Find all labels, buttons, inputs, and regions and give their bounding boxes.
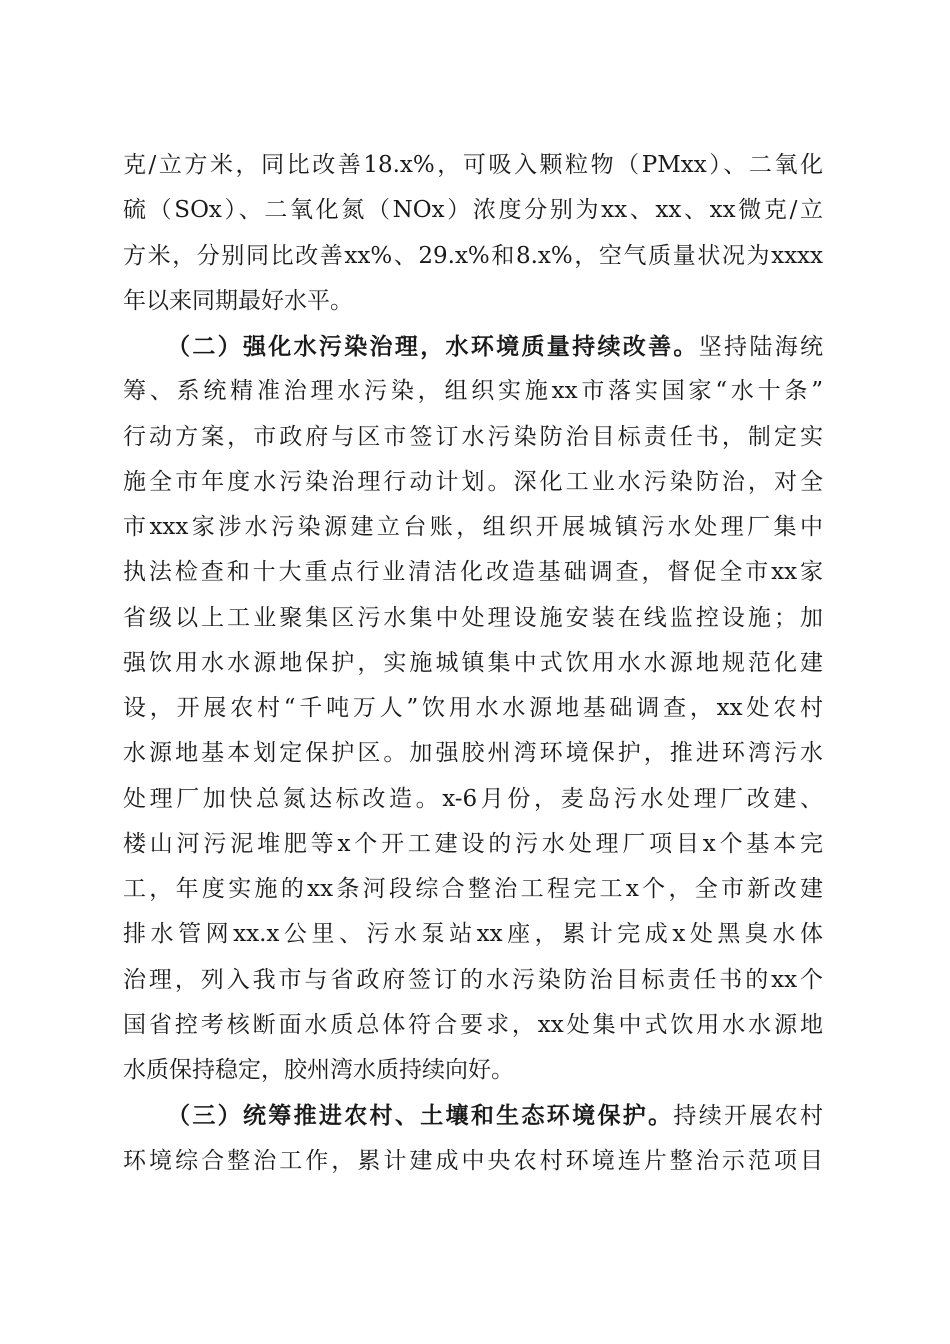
paragraph-2-line: 水源地基本划定保护区。加强胶州湾环境保护，推进环湾污水 (123, 740, 823, 767)
paragraph-2-line: 国省控考核断面水质总体符合要求，xx处集中式饮用水水源地 (123, 1011, 823, 1038)
paragraph-2-line: 市xxx家涉水污染源建立台账，组织开展城镇污水处理厂集中 (123, 514, 823, 540)
paragraph-3-line: 环境综合整治工作，累计建成中央农村环境连片整治示范项目 (123, 1147, 823, 1174)
paragraph-2-heading: （二）强化水污染治理，水环境质量持续改善。 (167, 333, 699, 360)
paragraph-2-line: 处理厂加快总氮达标改造。x-6月份，麦岛污水处理厂改建、 (123, 785, 823, 812)
paragraph-1-line-3: 方米，分别同比改善xx%、29.x%和8.x%，空气质量状况为xxxx (123, 242, 823, 269)
paragraph-2-line: 治理，列入我市与省政府签订的水污染防治目标责任书的xx个 (123, 966, 823, 993)
paragraph-2-line: 排水管网xx.x公里、污水泵站xx座，累计完成x处黑臭水体 (123, 921, 823, 948)
paragraph-2-line: 省级以上工业聚集区污水集中处理设施安装在线监控设施；加 (123, 604, 823, 631)
paragraph-2-line: 强饮用水水源地保护，实施城镇集中式饮用水水源地规范化建 (123, 649, 823, 676)
paragraph-2-line: 筹、系统精准治理水污染，组织实施xx市落实国家“水十条” (123, 378, 823, 405)
paragraph-3-first-line-text: 持续开展农村 (673, 1103, 823, 1130)
paragraph-2-first-line (123, 324, 823, 369)
paragraph-1-line-4: 年以来同期最好水平。 (123, 287, 353, 314)
paragraph-2-line: 行动方案，市政府与区市签订水污染防治目标责任书，制定实 (123, 423, 823, 450)
paragraph-2-last-line: 水质保持稳定，胶州湾水质持续向好。 (123, 1057, 514, 1083)
paragraph-2-line: 施全市年度水污染治理行动计划。深化工业水污染防治，对全 (123, 468, 823, 495)
paragraph-3-heading: （三）统筹推进农村、土壤和生态环境保护。 (167, 1102, 674, 1130)
paragraph-2-line: 执法检查和十大重点行业清洁化改造基础调查，督促全市xx家 (123, 559, 823, 586)
paragraph-1-line-1: 克/立方米，同比改善18.x%，可吸入颗粒物（PMxx）、二氧化 (123, 152, 823, 178)
document-body (123, 143, 823, 1184)
paragraph-2-first-line-text: 坚持陆海统 (698, 334, 823, 360)
paragraph-1-line-2: 硫（SOx）、二氧化氮（NOx）浓度分别为xx、xx、xx微克/立 (123, 197, 823, 224)
paragraph-2-line: 工，年度实施的xx条河段综合整治工程完工x个，全市新改建 (123, 876, 823, 902)
paragraph-2-line: 楼山河污泥堆肥等x个开工建设的污水处理厂项目x个基本完 (123, 830, 823, 857)
paragraph-2-line: 设，开展农村“千吨万人”饮用水水源地基础调查，xx处农村 (123, 695, 823, 721)
paragraph-3-first-line (123, 1093, 823, 1138)
